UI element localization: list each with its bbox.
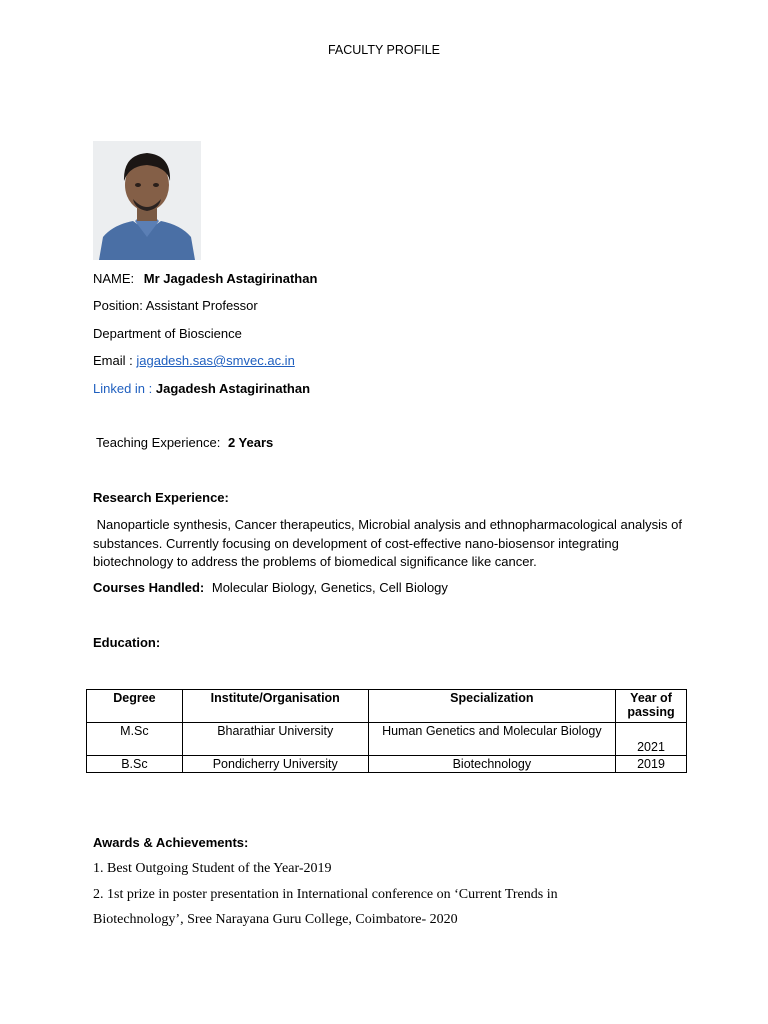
header-institute: Institute/Organisation [182,690,368,723]
name-label: NAME: [93,271,135,286]
cell-specialization: Human Genetics and Molecular Biology [368,723,615,756]
department-line: Department of Bioscience [93,326,242,341]
courses-value: Molecular Biology, Genetics, Cell Biology [211,580,448,595]
teaching-value: 2 Years [227,435,274,450]
linkedin-link[interactable]: Linked in : [93,381,153,396]
header-specialization: Specialization [368,690,615,723]
table-row [87,756,687,773]
teaching-experience-line [96,434,273,452]
cell-degree: B.Sc [87,756,183,773]
courses-label: Courses Handled: [93,580,205,595]
linkedin-value: Jagadesh Astagirinathan [155,381,311,396]
cell-specialization: Biotechnology [368,756,615,773]
award-item: 1. Best Outgoing Student of the Year-2019 [93,861,332,876]
profile-photo [93,141,201,260]
cell-year: 2021 [616,723,687,756]
header-degree: Degree [87,690,183,723]
linkedin-line [93,380,310,398]
email-link[interactable]: jagadesh.sas@smvec.ac.in [136,353,295,368]
awards-heading: Awards & Achievements: [93,835,249,850]
education-heading: Education: [93,635,161,650]
name-line [93,270,317,288]
cell-institute: Pondicherry University [182,756,368,773]
position-line: Position: Assistant Professor [93,298,258,313]
email-line [93,352,295,370]
award-item-continuation: Biotechnology’, Sree Narayana Guru College, Coimbatore- 2020 [93,912,458,927]
research-heading: Research Experience: [93,490,229,505]
table-header-row [87,690,687,723]
cell-institute: Bharathiar University [182,723,368,756]
award-item: 2. 1st prize in poster presentation in International conference on ‘Current Trends in [93,887,558,902]
table-row [87,723,687,756]
email-label: Email : [93,353,133,368]
research-text: Nanoparticle synthesis, Cancer therapeutics, Microbial analysis and ethnopharmacological analysis of substances. Currently focusing on development of cost-effective nano-biosensor integrating biotechnology to address the problems of biomedical significance like cancer. [93,517,682,569]
education-table [86,689,687,773]
name-value: Mr Jagadesh Astagirinathan [143,271,318,286]
courses-line [93,579,448,597]
cell-year: 2019 [616,756,687,773]
teaching-label: Teaching Experience: [96,435,221,450]
cell-degree: M.Sc [87,723,183,756]
header-year: Year of passing [616,690,687,723]
page-title: FACULTY PROFILE [327,43,441,57]
